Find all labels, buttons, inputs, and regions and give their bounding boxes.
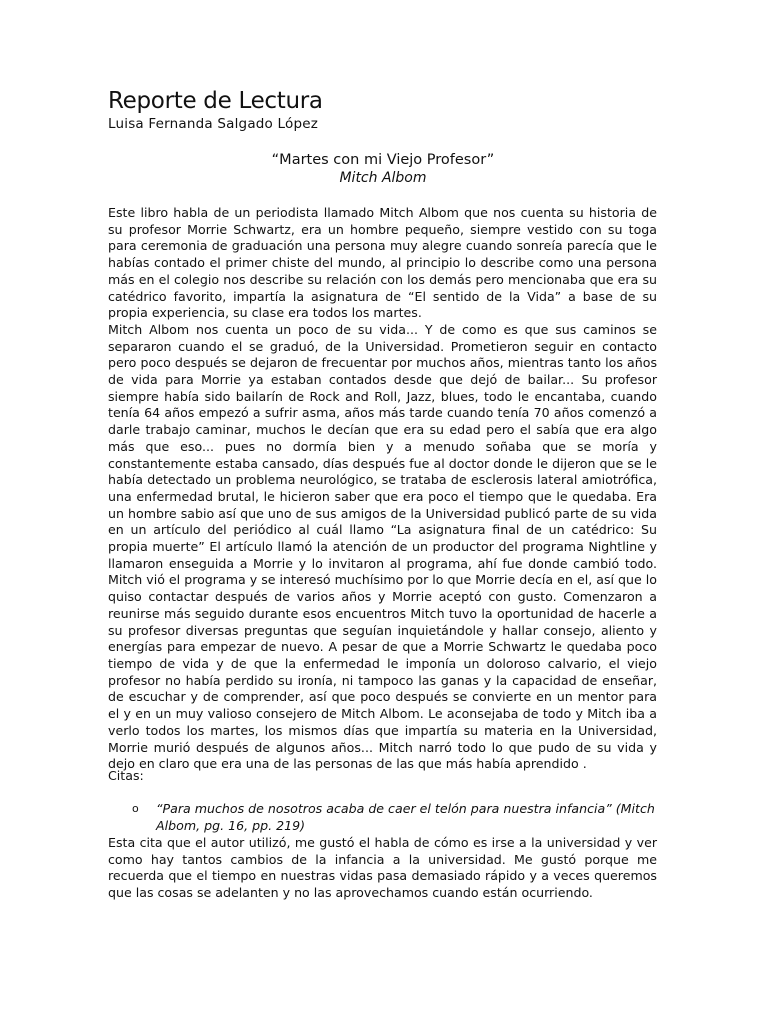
book-title: “Martes con mi Viejo Profesor” bbox=[271, 152, 495, 168]
paragraph-1: Este libro habla de un periodista llamado Mitch Albom que nos cuenta su historia de su profesor Morrie Schwartz, era un hombre pequeño, siempre vestido con su toga para ceremonia de graduación una persona muy alegre cuando sonreía parecía que le habías contado el primer chiste del mundo, al principio lo describe como una persona más en el colegio nos describe su relación con los demás pero mencionaba que era su catédrico favorito, impartía la asignatura de “El sentido de la Vida” a base de su propia experiencia, su clase era todos los martes. bbox=[108, 205, 657, 321]
citas-heading: Citas: bbox=[108, 768, 144, 783]
report-body bbox=[108, 205, 657, 773]
bullet-icon: o bbox=[132, 802, 139, 815]
quote-list-item bbox=[108, 801, 657, 834]
book-author: Mitch Albom bbox=[339, 170, 427, 186]
paragraph-2: Mitch Albom nos cuenta un poco de su vida... Y de como es que sus caminos se separaron cuando el se graduó, de la Universidad. Prometieron seguir en contacto pero poco después se dejaron de frecuentar por muchos años, mientras tanto los años de vida para Morrie ya estaban contados desde que dejó de bailar... Su profesor siempre había sido bailarín de Rock and Roll, Jazz, blues, todo le encantaba, cuando tenía 64 años empezó a sufrir asma, años más tarde cuando tenía 70 años comenzó a darle trabajo caminar, muchos le decían que era su edad pero el sabía que era algo más que eso... pues no dormía bien y a menudo soñaba que se moría y constantemente estaba cansado, días después fue al doctor donde le dijeron que se le había detectado un problema neurológico, se trataba de esclerosis lateral amiotrófica, una enfermedad brutal, le hicieron saber que era poco el tiempo que le quedaba. Era un hombre sabio así que uno de sus amigos de la Universidad publicó parte de su vida en un artículo del periódico al cuál llamo “La asignatura final de un catédrico: Su propia muerte” El artículo llamó la atención de un productor del programa Nightline y llamaron enseguida a Morrie y lo invitaron al programa, ahí fue donde cambió todo. Mitch vió el programa y se interesó muchísimo por lo que Morrie decía en el, así que lo quiso contactar después de varios años y Morrie aceptó con gusto. Comenzaron a reunirse más seguido durante esos encuentros Mitch tuvo la oportunidad de hacerle a su profesor diversas preguntas que seguían inquietándole y hallar consejo, aliento y energías para empezar de nuevo. A pesar de que a Morrie Schwartz le quedaba poco tiempo de vida y de que la enfermedad le imponía un doloroso calvario, el viejo profesor no había perdido su ironía, ni tampoco las ganas y la capacidad de enseñar, de escuchar y de comprender, así que poco después se convierte en un mentor para el y en un muy valioso consejero de Mitch Albom. Le aconsejaba de todo y Mitch iba a verlo todos los martes, los mismos días que impartía su materia en la Universidad, Morrie murió después de algunos años... Mitch narró todo lo que pudo de su vida y dejo en claro que era una de las personas de las que más había aprendido . bbox=[108, 321, 657, 772]
document-author: Luisa Fernanda Salgado López bbox=[108, 116, 319, 132]
quote-text: “Para muchos de nosotros acaba de caer el telón para nuestra infancia” (Mitch Albom, pg. 16, pp. 219) bbox=[156, 801, 655, 833]
quote-comment: Esta cita que el autor utilizó, me gustó el habla de cómo es irse a la universidad y ver como hay tantos cambios de la infancia a la universidad. Me gustó porque me recuerda que el tiempo en nuestras vidas pasa demasiado rápido y a veces queremos que las cosas se adelanten y no las aprovechamos cuando están ocurriendo. bbox=[108, 835, 657, 901]
document-title: Reporte de Lectura bbox=[108, 88, 323, 114]
